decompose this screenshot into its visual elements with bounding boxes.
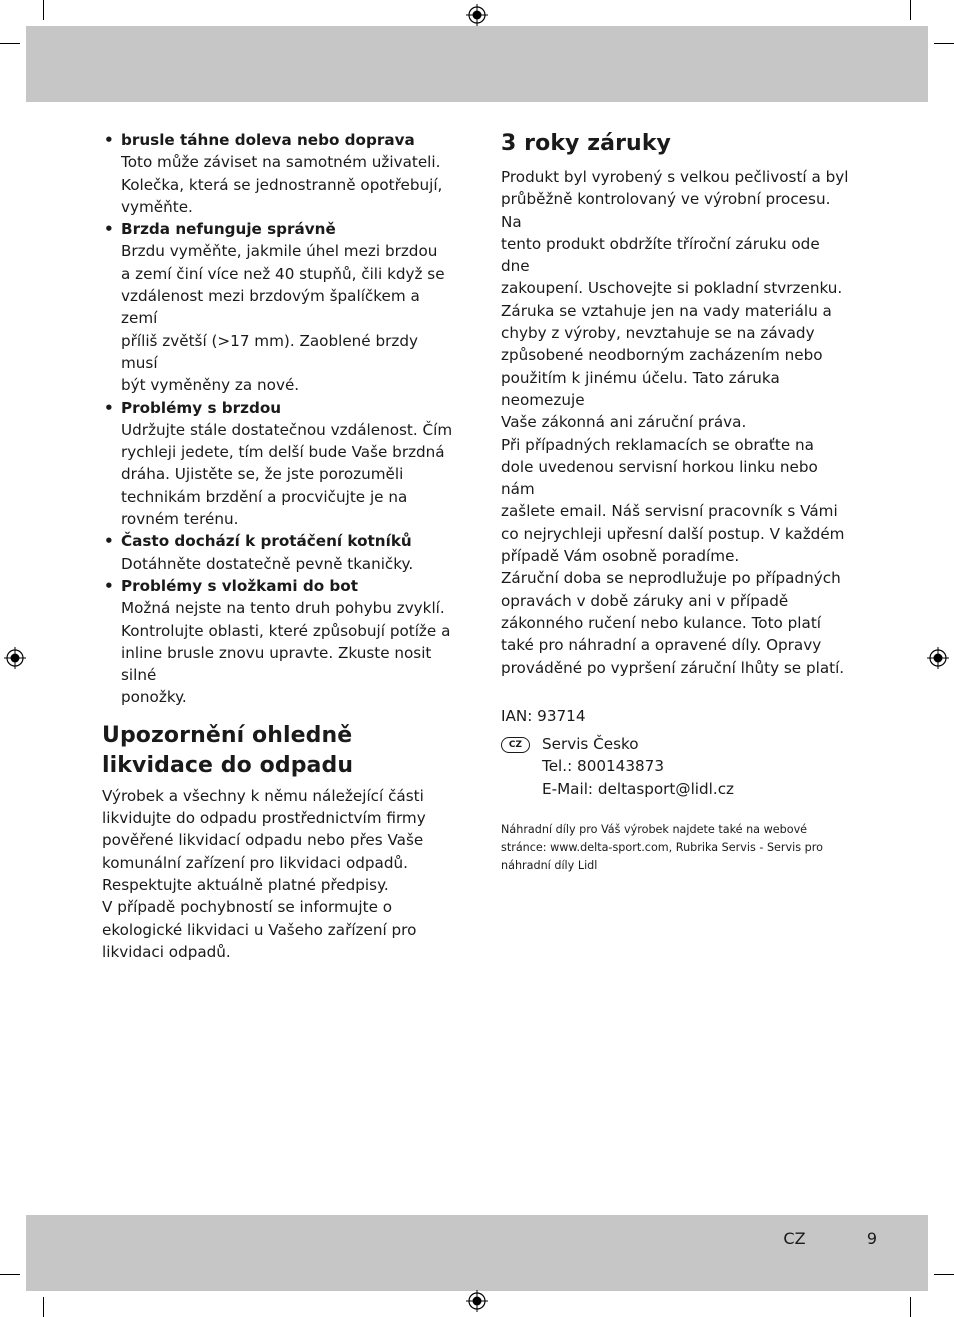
- spare-parts-line: stránce: www.delta-sport.com, Rubrika Servis - Servis pro: [501, 841, 823, 855]
- registration-mark-icon: [927, 647, 949, 669]
- problem-text-line: Možná nejste na tento druh pohybu zvyklí.: [121, 599, 445, 618]
- problem-text-line: příliš zvětší (>17 mm). Zaoblené brzdy musí: [121, 331, 418, 372]
- disposal-text-line: Výrobek a všechny k němu náležející části: [102, 786, 424, 805]
- warranty-text-line: Záruční doba se neprodlužuje po případných: [501, 569, 841, 588]
- problem-title: • Brzda nefunguje správně: [121, 220, 336, 239]
- problem-text-line: Brzdu vyměňte, jakmile úhel mezi brzdou: [121, 242, 438, 261]
- registration-mark-icon: [466, 1290, 488, 1312]
- disposal-text-line: Respektujte aktuálně platné předpisy.: [102, 875, 389, 894]
- disposal-text-line: likvidaci odpadů.: [102, 942, 231, 961]
- problem-list: [102, 129, 454, 709]
- problem-text-line: Udržujte stále dostatečnou vzdálenost. Čím: [121, 420, 453, 439]
- disposal-text-line: ekologické likvidaci u Vašeho zařízení pro: [102, 920, 417, 939]
- spare-parts-line: náhradní díly Lidl: [501, 859, 598, 873]
- warranty-text-line: zákonného ručení nebo kulance. Toto platí: [501, 613, 821, 632]
- warranty-text-line: případě Vám osobně poradíme.: [501, 547, 740, 566]
- problem-text-line: rychleji jedete, tím delší bude Vaše brzdná: [121, 443, 445, 462]
- problem-item: [102, 530, 454, 575]
- service-contact: [501, 733, 851, 800]
- warranty-text-line: způsobené neodborným zacházením nebo: [501, 346, 823, 365]
- problem-item: [102, 129, 454, 218]
- problem-text-line: technikám brzdění a procvičujte je na: [121, 487, 408, 506]
- problem-title: • brusle táhne doleva nebo doprava: [121, 131, 415, 149]
- disposal-text-line: pověřené likvidací odpadu nebo přes Vaše: [102, 831, 424, 850]
- problem-item: [102, 575, 454, 709]
- disposal-text-line: komunální zařízení pro likvidaci odpadů.: [102, 853, 408, 872]
- problem-text-line: dráha. Ujistěte se, že jste porozuměli: [121, 465, 404, 484]
- problem-title: • Problémy s brzdou: [121, 398, 282, 417]
- problem-text-line: ponožky.: [121, 688, 187, 707]
- warranty-text-line: zakoupení. Uschovejte si pokladní stvrzenku.: [501, 279, 843, 298]
- disposal-heading-line: likvidace do odpadu: [102, 752, 354, 778]
- country-badge: CZ: [501, 737, 530, 753]
- warranty-text-line: prováděné po vypršení záruční lhůty se platí.: [501, 658, 845, 677]
- disposal-heading: [102, 721, 454, 781]
- spare-parts-note: [501, 821, 851, 875]
- warranty-text: [501, 166, 851, 679]
- warranty-text-line: Při případných reklamacích se obraťte na: [501, 435, 814, 454]
- problem-text-line: vyměňte.: [121, 197, 193, 216]
- footer-language: CZ: [783, 1229, 806, 1248]
- problem-text-line: Kolečka, která se jednostranně opotřebují,: [121, 175, 443, 194]
- disposal-text: [102, 785, 454, 963]
- warranty-text-line: chyby z výroby, nevztahuje se na závady: [501, 324, 815, 343]
- spare-parts-line: Náhradní díly pro Váš výrobek najdete také na webové: [501, 823, 808, 837]
- problem-item: [102, 397, 454, 531]
- left-column: [102, 129, 454, 963]
- problem-text-line: být vyměněny za nové.: [121, 376, 300, 395]
- problem-text-line: Toto může záviset na samotném uživateli.: [121, 153, 441, 172]
- warranty-text-line: Produkt byl vyrobený s velkou pečlivostí a byl: [501, 168, 849, 186]
- problem-text-line: vzdálenost mezi brzdovým špalíčkem a zemí: [121, 287, 420, 328]
- warranty-heading: 3 roky záruky: [501, 131, 671, 156]
- header-band: [26, 26, 928, 102]
- service-phone: Tel.: 800143873: [542, 757, 664, 776]
- problem-text-line: rovném terénu.: [121, 510, 239, 529]
- right-column: [501, 129, 851, 875]
- problem-text-line: Dotáhněte dostatečně pevně tkaničky.: [121, 554, 414, 573]
- footer-band: [26, 1215, 928, 1291]
- page-number: 9: [866, 1229, 878, 1248]
- ian-number: IAN: 93714: [501, 706, 586, 725]
- warranty-text-line: Vaše zákonná ani záruční práva.: [501, 413, 747, 432]
- warranty-text-line: opravách v době záruky ani v případě: [501, 591, 789, 610]
- warranty-text-line: zašlete email. Náš servisní pracovník s Vámi: [501, 502, 838, 521]
- problem-title: • Často dochází k protáčení kotníků: [121, 532, 412, 551]
- warranty-text-line: co nejrychleji upřesní další postup. V každém: [501, 524, 845, 543]
- service-name: Servis Česko: [542, 735, 639, 754]
- disposal-heading-line: Upozornění ohledně: [102, 722, 353, 748]
- registration-mark-icon: [4, 647, 26, 669]
- warranty-text-line: Záruka se vztahuje jen na vady materiálu a: [501, 301, 832, 320]
- problem-item: [102, 218, 454, 396]
- problem-title: • Problémy s vložkami do bot: [121, 576, 358, 595]
- registration-mark-icon: [466, 4, 488, 26]
- disposal-text-line: V případě pochybností se informujte o: [102, 898, 393, 917]
- warranty-text-line: tento produkt obdržíte tříroční záruku ode dne: [501, 234, 820, 276]
- warranty-text-line: použitím k jinému účelu. Tato záruka neomezuje: [501, 368, 780, 409]
- warranty-text-line: také pro náhradní a opravené díly. Opravy: [501, 636, 822, 655]
- service-email: E-Mail: deltasport@lidl.cz: [542, 779, 735, 798]
- problem-text-line: Kontrolujte oblasti, které způsobují potíže a: [121, 621, 451, 640]
- warranty-text-line: průběžně kontrolovaný ve výrobní procesu. Na: [501, 190, 831, 231]
- warranty-text-line: dole uvedenou servisní horkou linku nebo nám: [501, 457, 818, 499]
- problem-text-line: inline brusle znovu upravte. Zkuste nosit silné: [121, 643, 432, 685]
- disposal-text-line: likvidujte do odpadu prostřednictvím firmy: [102, 809, 426, 828]
- problem-text-line: a zemí činí více než 40 stupňů, čili když se: [121, 264, 445, 283]
